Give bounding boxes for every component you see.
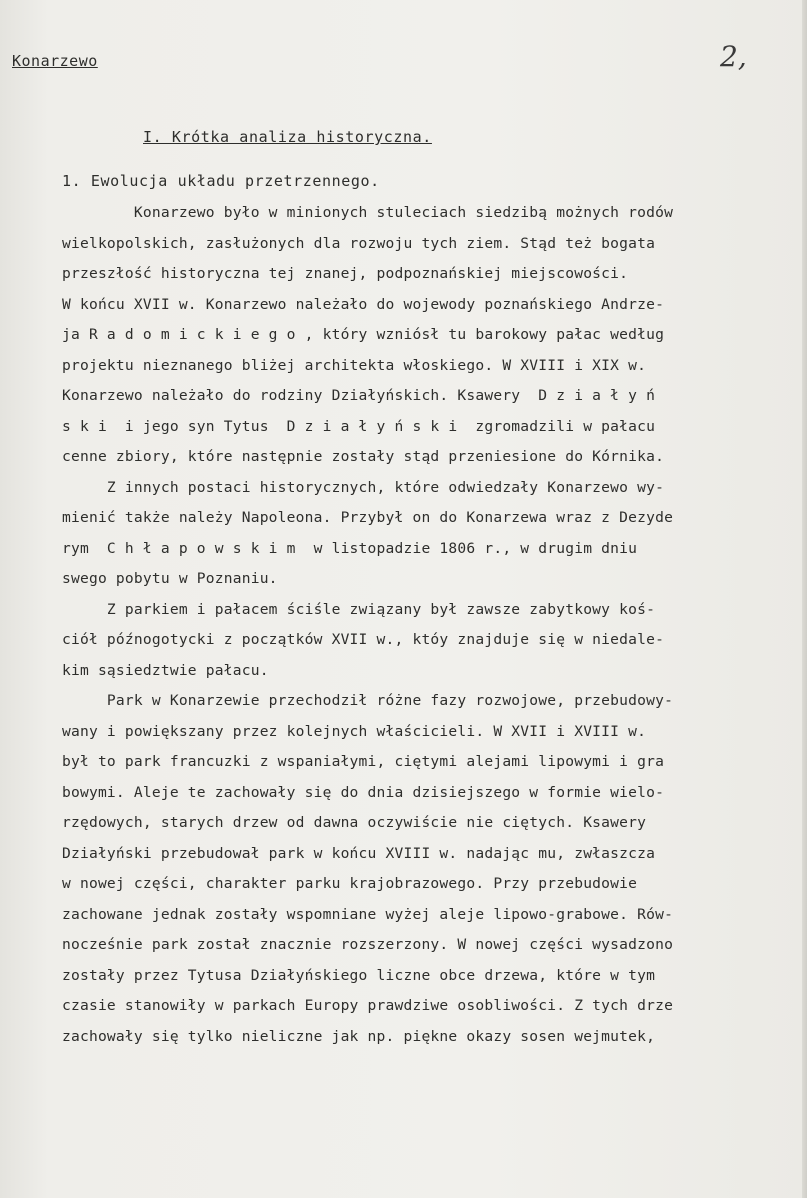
handwritten-page-number: 2, (720, 40, 747, 73)
text-line: Z innych postaci historycznych, które odwiedzały Konarzewo wy- (62, 478, 665, 496)
text-line: zostały przez Tytusa Działyńskiego liczne obce drzewa, które w tym (62, 966, 656, 984)
text-line: zachowane jednak zostały wspomniane wyżej aleje lipowo-grabowe. Rów- (62, 905, 674, 923)
text-line: rym C h ł a p o w s k i m w listopadzie 1806 r., w drugim dniu (62, 539, 638, 557)
text-line: wany i powiększany przez kolejnych właścicieli. W XVII i XVIII w. (62, 722, 647, 740)
text-line: ja R a d o m i c k i e g o , który wzniósł tu barokowy pałac według (62, 326, 665, 343)
text-line: w nowej części, charakter parku krajobrazowego. Przy przebudowie (62, 875, 638, 892)
page-edge (802, 0, 807, 1198)
section-heading: 1. Ewolucja układu przetrzennego. (62, 172, 380, 190)
body-text (62, 198, 802, 1052)
text-line: ciół późnogotycki z początków XVII w., któy znajduje się w niedale- (62, 631, 665, 648)
text-line: bowymi. Aleje te zachowały się do dnia dzisiejszego w formie wielo- (62, 783, 665, 801)
text-line: czasie stanowiły w parkach Europy prawdziwe osobliwości. Z tych drze (62, 997, 674, 1014)
text-line: zachowały się tylko nieliczne jak np. piękne okazy sosen wejmutek, (62, 1027, 656, 1045)
text-line: cenne zbiory, które następnie zostały stąd przeniesione do Kórnika. (62, 448, 665, 465)
text-line: W końcu XVII w. Konarzewo należało do wojewody poznańskiego Andrze- (62, 295, 665, 313)
text-line: rzędowych, starych drzew od dawna oczywiście nie ciętych. Ksawery (62, 814, 647, 831)
text-line: nocześnie park został znacznie rozszerzony. W nowej części wysadzono (62, 936, 674, 953)
text-line: Z parkiem i pałacem ściśle związany był zawsze zabytkowy koś- (62, 600, 656, 618)
text-line: projektu nieznanego bliżej architekta włoskiego. W XVIII i XIX w. (62, 356, 647, 374)
text-line: był to park francuzki z wspaniałymi, ciętymi alejami lipowymi i gra (62, 753, 665, 770)
text-line: Konarzewo należało do rodziny Działyńskich. Ksawery D z i a ł y ń (62, 387, 656, 404)
text-line: wielkopolskich, zasłużonych dla rozwoju tych ziem. Stąd też bogata (62, 234, 656, 252)
text-line: przeszłość historyczna tej znanej, podpoznańskiej miejscowości. (62, 265, 629, 282)
text-line: mienić także należy Napoleona. Przybył on do Konarzewa wraz z Dezyde (62, 509, 674, 526)
text-line: kim sąsiedztwie pałacu. (62, 661, 269, 679)
place-header: Konarzewo (12, 52, 98, 70)
text-line: swego pobytu w Poznaniu. (62, 570, 278, 587)
text-line: s k i i jego syn Tytus D z i a ł y ń s k i zgromadzili w pałacu (62, 417, 656, 435)
text-line: Działyński przebudował park w końcu XVIII w. nadając mu, zwłaszcza (62, 844, 656, 862)
text-line: Park w Konarzewie przechodził różne fazy rozwojowe, przebudowy- (62, 692, 674, 709)
text-line: Konarzewo było w minionych stuleciach siedzibą możnych rodów (62, 204, 674, 221)
chapter-title: I. Krótka analiza historyczna. (143, 128, 432, 146)
